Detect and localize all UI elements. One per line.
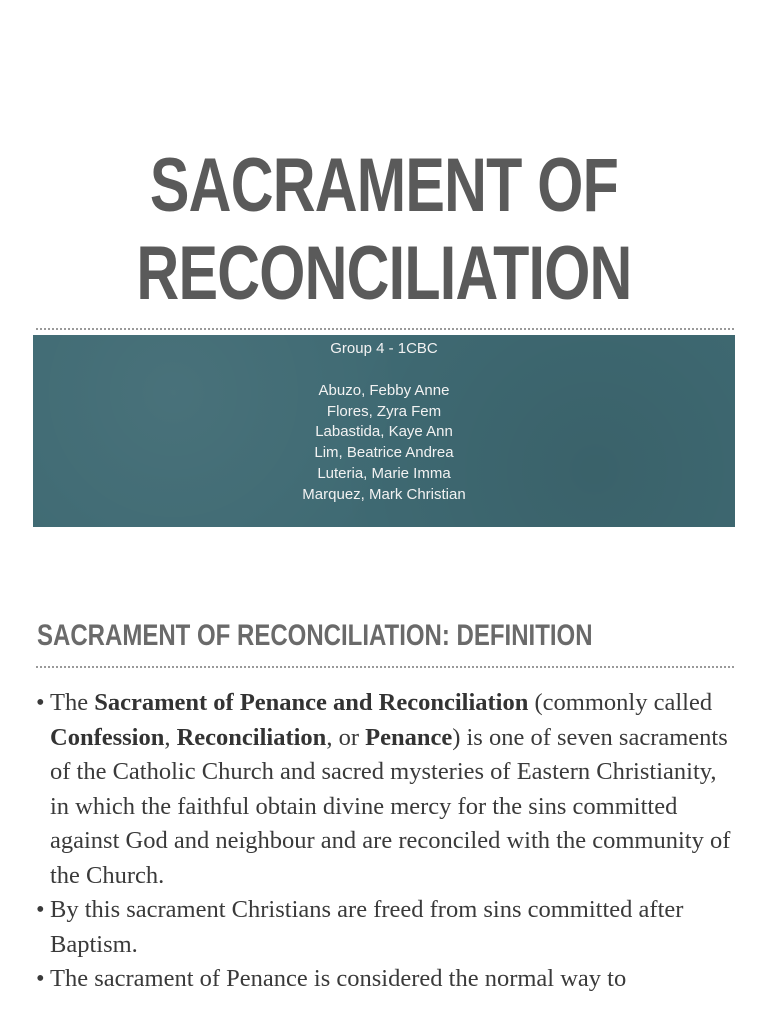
bullet-text: The sacrament of Penance is considered the normal way to [50,965,627,992]
member-name: Labastida, Kaye Ann [315,423,453,441]
bullet-text: , or [326,723,366,751]
bullet-item-1 [36,686,736,893]
member-name: Abuzo, Febby Anne [318,381,450,399]
bullet-item-2 [36,893,736,962]
title-line-2: RECONCILIATION [136,231,632,316]
bullet-text: (commonly called [528,689,713,716]
page-title [0,142,768,318]
bullet-dot: • [36,896,45,923]
bold-term: Confession [50,723,165,751]
bullet-text: By this sacrament Christians are freed from sins committed after Baptism. [50,896,684,958]
member-name: Luteria, Marie Imma [317,464,451,482]
section-heading: SACRAMENT OF RECONCILIATION: DEFINITION [37,619,593,652]
member-name: Marquez, Mark Christian [302,485,466,503]
member-name: Lim, Beatrice Andrea [314,444,454,462]
group-label: Group 4 - 1CBC [330,340,438,357]
bullet-dot: • [36,689,45,716]
title-line-1: SACRAMENT OF [149,143,619,228]
bold-term: Penance [365,723,453,751]
section-divider [36,666,734,668]
bold-term: Reconciliation [176,723,327,751]
bullet-text: , [164,723,177,751]
bullet-dot: • [36,965,45,992]
member-name: Flores, Zyra Fem [326,402,442,420]
bullet-item-3 [36,962,736,997]
bold-term: Sacrament of Penance and Reconciliation [94,689,529,716]
definition-body [36,686,736,997]
bullet-text: The [50,689,95,716]
bullet-text: ) is one of seven sacraments of the Catholic Church and sacred mysteries of Eastern Christianity, in which the faithful obtain divine mercy for the sins committed against God and neighbour and are reconciled with the community of the Church. [50,723,731,889]
group-banner [33,335,735,527]
title-divider [36,328,734,330]
